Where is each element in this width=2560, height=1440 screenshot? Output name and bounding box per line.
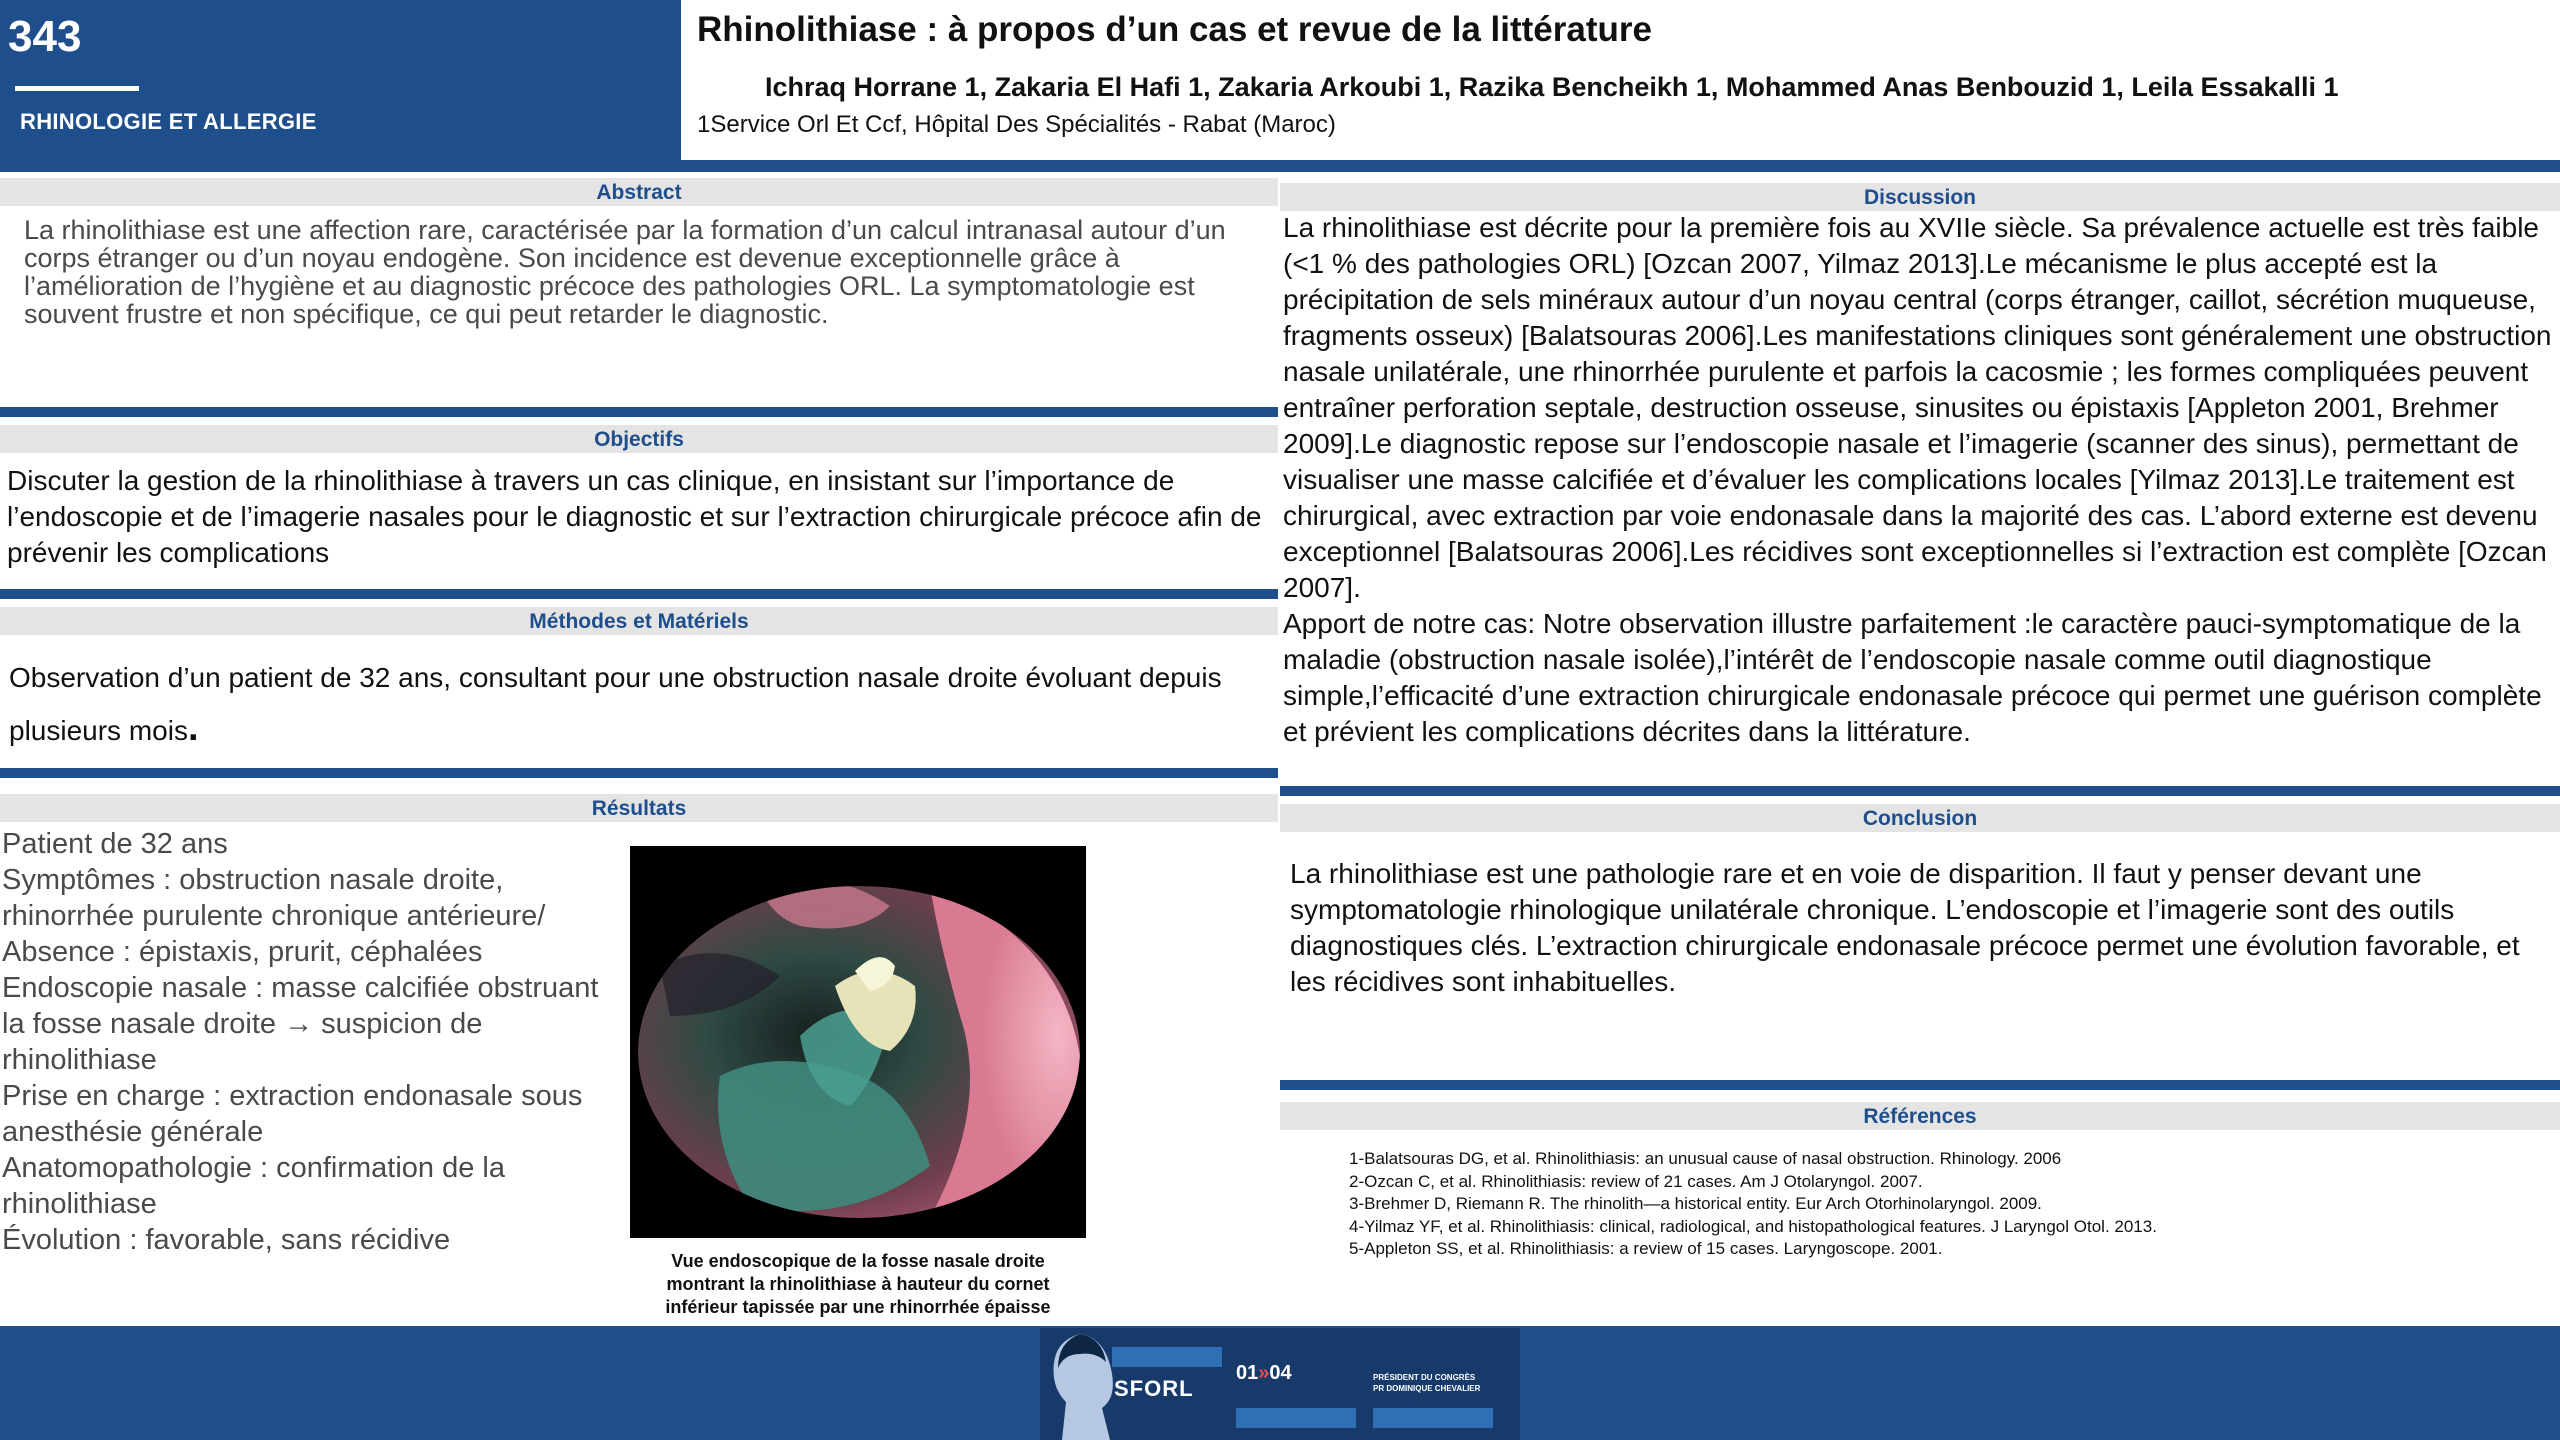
authors-line: Ichraq Horrane 1, Zakaria El Hafi 1, Zakaria Arkoubi 1, Razika Bencheikh 1, Mohammed Anas Benbouzid 1, Leila Essakalli 1 [765,72,2339,102]
references-heading: Références [1280,1102,2560,1130]
date-start: 01 [1236,1362,1259,1384]
resultats-heading: Résultats [0,794,1278,822]
reference-item: 5-Appleton SS, et al. Rhinolithiasis: a review of 15 cases. Laryngoscope. 2001. [1349,1239,1943,1258]
poster-category: RHINOLOGIE ET ALLERGIE [20,109,317,134]
reference-item: 1-Balatsouras DG, et al. Rhinolithiasis: an unusual cause of nasal obstruction. Rhinology. 2006 [1349,1149,2062,1168]
discussion-body: La rhinolithiase est décrite pour la première fois au XVIIe siècle. Sa prévalence actuelle est très faible (<1 % des pathologies ORL) [Ozcan 2007, Yilmaz 2013].Le mécanisme le plus accepté est la précipitation de sels minéraux autour d’un noyau central (corps étranger, caillot, sécrétion muqueuse, fragments osseux) [Balatsouras 2006].Les manifestations cliniques sont généralement une obstruction nasale unilatérale, une rhinorrhée purulente et parfois la cacosmie ; les formes compliquées peuvent entraîner perforation septale, destruction osseuse, sinusites ou épistaxis [Appleton 2001, Brehmer 2009].Le diagnostic repose sur l’endoscopie nasale et l’imagerie (scanner des sinus), permettant de visualiser une masse calcifiée et d’évaluer les complications locales [Yilmaz 2013].Le traitement est chirurgical, avec extraction par voie endonasale dans la majorité des cas. L’abord externe est devenu exceptionnel [Balatsouras 2006].Les récidives sont exceptionnelles si l’extraction est complète [Ozcan 2007]. [1283,212,2552,603]
image-caption: Vue endoscopique de la fosse nasale droite montrant la rhinolithiase à hauteur du cornet inférieur tapissée par une rhinorrhée épaisse [665,1251,1051,1317]
methodes-end-mark: . [187,707,199,749]
poster-id-box [0,0,681,160]
affiliation-line: 1Service Orl Et Ccf, Hôpital Des Spécialités - Rabat (Maroc) [697,111,1336,138]
resultats-line: Absence : épistaxis, prurit, céphalées [2,936,483,968]
methodes-body: Observation d’un patient de 32 ans, consultant pour une obstruction nasale droite évoluant depuis plusieurs mois [9,662,1222,746]
conclusion-heading: Conclusion [1280,804,2560,832]
methodes-divider [0,589,1278,599]
reference-item: 2-Ozcan C, et al. Rhinolithiasis: review of 21 cases. Am J Otolaryngol. 2007. [1349,1171,1923,1191]
reference-item: 4-Yilmaz YF, et al. Rhinolithiasis: clinical, radiological, and histopathological features. J Laryngol Otol. 2013. [1349,1216,2157,1236]
discussion-text [1283,210,2553,750]
profile-silhouette-icon [1040,1328,1120,1440]
endoscopic-image [630,846,1086,1238]
sponsor-badge [1373,1408,1493,1428]
resultats-line: Prise en charge : extraction endonasale sous anesthésie générale [2,1080,583,1148]
congress-banner [1040,1328,1520,1440]
resultats-line: Anatomopathologie : confirmation de la rhinolithiase [2,1152,505,1220]
abstract-text: La rhinolithiase est une affection rare, caractérisée par la formation d’un calcul intranasal autour d’un corps étranger ou d’un noyau endogène. Son incidence est devenue exceptionnelle grâce à l’amélioration de l’hygiène et au diagnostic précoce des pathologies ORL. La symptomatologie est souvent frustre et non spécifique, ce qui peut retarder le diagnostic. [24,215,1226,329]
header-divider [0,160,2560,172]
references-divider [1280,1080,2560,1090]
resultats-divider [0,768,1278,778]
resultats-list [2,826,622,1258]
endoscopic-view-illustration [630,846,1086,1238]
poster-title: Rhinolithiase : à propos d’un cas et revue de la littérature [697,10,1652,49]
resultats-line: Évolution : favorable, sans récidive [2,1224,451,1256]
sforl-logo: SFORL [1114,1376,1194,1401]
discussion-heading: Discussion [1280,183,2560,211]
congress-info-badge [1112,1347,1222,1367]
congress-dates [1236,1362,1292,1385]
reference-item: 3-Brehmer D, Riemann R. The rhinolith—a historical entity. Eur Arch Otorhinolaryngol. 2009. [1349,1194,2042,1213]
resultats-line: Symptômes : obstruction nasale droite, rhinorrhée purulente chronique antérieure/ [2,864,546,932]
discussion-apport: Apport de notre cas: Notre observation illustre parfaitement :le caractère pauci-symptomatique de la maladie (obstruction nasale isolée),l’intérêt de l’endoscopie nasale comme outil diagnostique simple,l’efficacité d’une extraction chirurgicale endonasale précoce qui permet une guérison complète et prévient les complications décrites dans la littérature. [1283,608,2542,747]
date-separator: » [1258,1362,1270,1384]
objectifs-divider [0,407,1278,417]
objectifs-heading: Objectifs [0,425,1278,453]
abstract-heading: Abstract [0,178,1278,206]
resultats-line: Endoscopie nasale : masse calcifiée obstruant la fosse nasale droite → suspicion de rhinolithiase [2,972,599,1076]
references-list [1349,1148,2157,1261]
conclusion-text: La rhinolithiase est une pathologie rare et en voie de disparition. Il faut y penser devant une symptomatologie rhinologique unilatérale chronique. L’endoscopie et l’imagerie sont des outils diagnostiques clés. L’extraction chirurgicale endonasale précoce permet une évolution favorable, et les récidives sont inhabituelles. [1290,858,2520,997]
date-end: 04 [1269,1362,1292,1384]
poster-number: 343 [8,12,82,61]
congress-president: PRÉSIDENT DU CONGRÈS PR DOMINIQUE CHEVALIER [1373,1373,1481,1393]
conclusion-divider [1280,786,2560,796]
objectifs-text: Discuter la gestion de la rhinolithiase à travers un cas clinique, en insistant sur l’importance de l’endoscopie et de l’imagerie nasales pour le diagnostic et sur l’extraction chirurgicale précoce afin de prévenir les complications [7,465,1262,568]
resultats-line: Patient de 32 ans [2,828,228,860]
methodes-text [9,652,1249,756]
sponsor-badge [1236,1408,1356,1428]
methodes-heading: Méthodes et Matériels [0,607,1278,635]
id-divider [15,86,139,91]
